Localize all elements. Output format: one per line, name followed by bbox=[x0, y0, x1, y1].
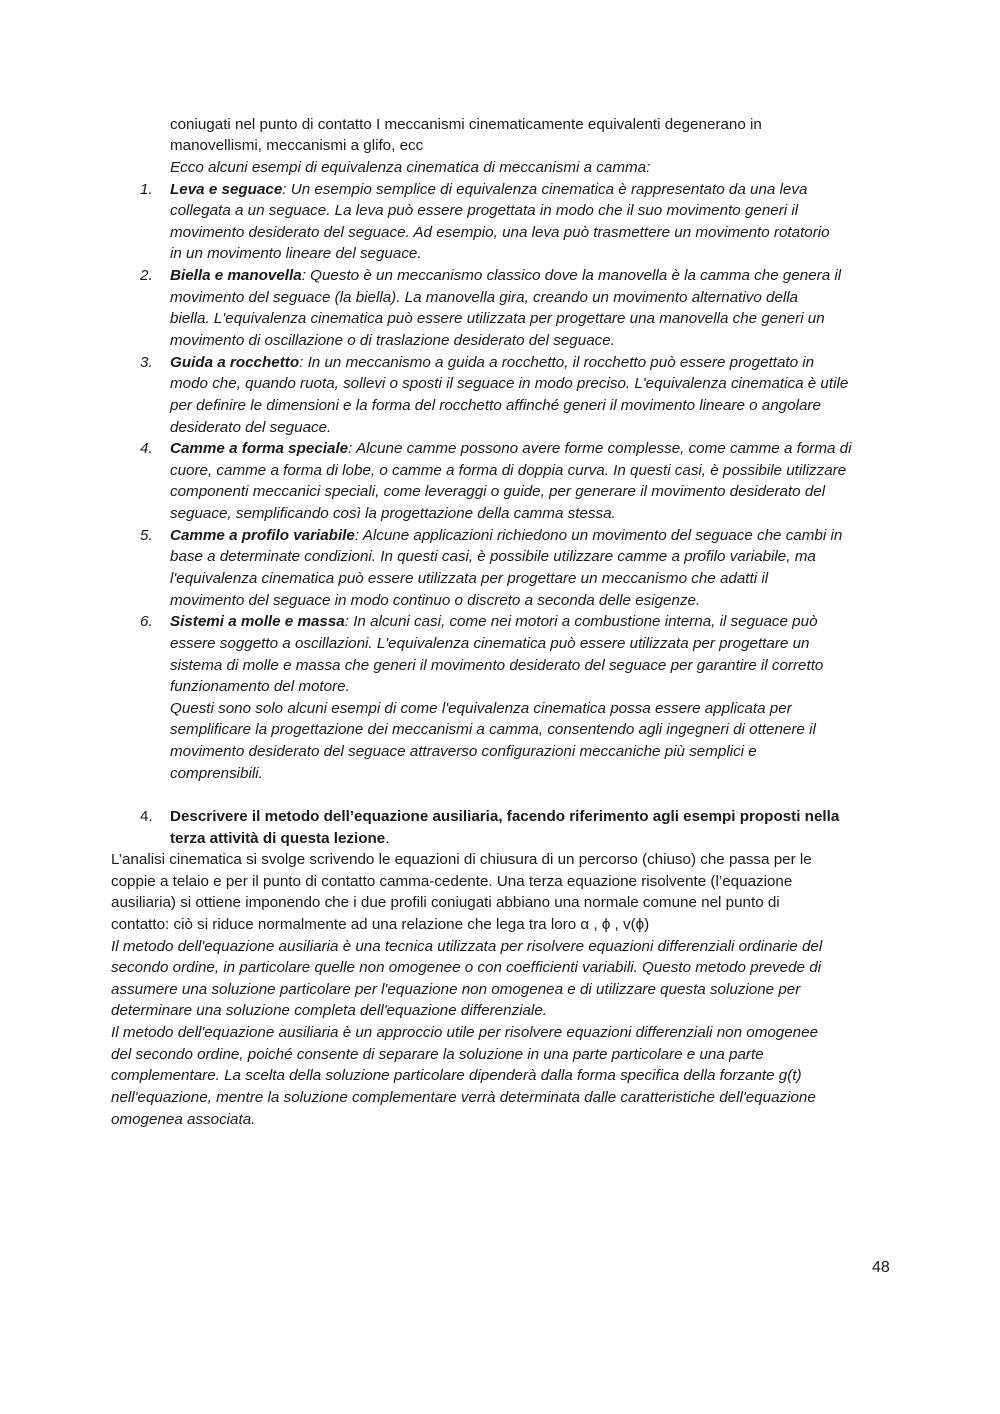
answer-line: nell'equazione, mentre la soluzione complementare verrà determinata dalle caratteristiche dell'equazione bbox=[111, 1089, 816, 1106]
list-item-line: biella. L'equivalenza cinematica può essere utilizzata per progettare una manovella che generi un bbox=[170, 310, 825, 327]
answer-line: assumere una soluzione particolare per l'equazione non omogenea e di utilizzare questa soluzione per bbox=[111, 981, 801, 998]
list-item-line: per definire le dimensioni e la forma del rocchetto affinché generi il movimento lineare o angolare bbox=[170, 397, 821, 414]
list-number: 1. bbox=[140, 181, 153, 198]
intro-line-3: Ecco alcuni esempi di equivalenza cinematica di meccanismi a camma: bbox=[170, 159, 651, 176]
list-item-line: Camme a profilo variabile: Alcune applicazioni richiedono un movimento del seguace che cambi in bbox=[170, 527, 843, 544]
answer-line: determinare una soluzione completa dell'equazione differenziale. bbox=[111, 1002, 548, 1019]
list-number: 6. bbox=[140, 613, 153, 630]
list-item-title: Sistemi a molle e massa bbox=[170, 613, 345, 630]
list-item-line: seguace, semplificando così la progettazione della camma stessa. bbox=[170, 505, 616, 522]
closing-line: semplificare la progettazione dei meccanismi a camma, consentendo agli ingegneri di ottenere il bbox=[170, 721, 816, 738]
list-number: 5. bbox=[140, 527, 153, 544]
list-number: 4. bbox=[140, 440, 153, 457]
list-item-line: cuore, camme a forma di lobe, o camme a forma di doppia curva. In questi casi, è possibile utilizzare bbox=[170, 462, 847, 479]
list-item-line: Guida a rocchetto: In un meccanismo a guida a rocchetto, il rocchetto può essere progettato in bbox=[170, 354, 815, 371]
list-item-line: collegata a un seguace. La leva può essere progettata in modo che il suo movimento generi il bbox=[170, 202, 799, 219]
list-item-line: desiderato del seguace. bbox=[170, 419, 332, 436]
question-number: 4. bbox=[140, 808, 153, 825]
list-item-line: modo che, quando ruota, sollevi o sposti il seguace in modo preciso. L'equivalenza cinematica è utile bbox=[170, 375, 849, 392]
list-item-line: l'equivalenza cinematica può essere utilizzata per progettare un meccanismo che adatti il bbox=[170, 570, 769, 587]
list-item-line: componenti meccanici speciali, come leveraggi o guide, per generare il movimento desiderato del bbox=[170, 483, 826, 500]
list-item-line: Leva e seguace: Un esempio semplice di equivalenza cinematica è rappresentato da una leva bbox=[170, 181, 808, 198]
closing-line: comprensibili. bbox=[170, 765, 263, 782]
answer-line: secondo ordine, in particolare quelle non omogenee o con coefficienti variabili. Questo metodo prevede di bbox=[111, 959, 822, 976]
list-item-line: essere soggetto a oscillazioni. L'equivalenza cinematica può essere utilizzata per progettare un bbox=[170, 635, 810, 652]
intro-line-1: coniugati nel punto di contatto I meccanismi cinematicamente equivalenti degenerano in bbox=[170, 116, 762, 133]
list-number: 3. bbox=[140, 354, 153, 371]
answer-line: contatto: ciò si riduce normalmente ad una relazione che lega tra loro α , ϕ , v(ϕ) bbox=[111, 916, 650, 933]
answer-line: L’analisi cinematica si svolge scrivendo le equazioni di chiusura di un percorso (chiuso) che passa per le bbox=[111, 851, 812, 868]
list-item-line: movimento desiderato del seguace. Ad esempio, una leva può trasmettere un movimento rotatorio bbox=[170, 224, 830, 241]
list-item-title: Camme a profilo variabile bbox=[170, 527, 355, 544]
intro-line-2: manovellismi, meccanismi a glifo, ecc bbox=[170, 137, 424, 154]
list-item-title: Guida a rocchetto bbox=[170, 354, 300, 371]
closing-line: movimento desiderato del seguace attraverso configurazioni meccaniche più semplici e bbox=[170, 743, 757, 760]
answer-line: del secondo ordine, poiché consente di separare la soluzione in una parte particolare e una parte bbox=[111, 1046, 764, 1063]
list-item-line: movimento di oscillazione o di traslazione desiderato del seguace. bbox=[170, 332, 615, 349]
list-item-line: base a determinate condizioni. In questi casi, è possibile utilizzare camme a profilo variabile, ma bbox=[170, 548, 816, 565]
page-number: 48 bbox=[872, 1259, 890, 1276]
question-line-2: terza attività di questa lezione. bbox=[170, 830, 390, 847]
list-item-line: movimento del seguace in modo continuo o discreto a seconda delle esigenze. bbox=[170, 592, 701, 609]
answer-line: omogenea associata. bbox=[111, 1111, 256, 1128]
answer-line: Il metodo dell'equazione ausiliaria è una tecnica utilizzata per risolvere equazioni differenziali ordinarie del bbox=[111, 938, 823, 955]
answer-line: coppie a telaio e per il punto di contatto camma-cedente. Una terza equazione risolvente (l’equazione bbox=[111, 873, 793, 890]
answer-line: ausiliaria) si ottiene imponendo che i due profili coniugati abbiano una normale comune nel punto di bbox=[111, 894, 780, 911]
list-item-title: Leva e seguace bbox=[170, 181, 283, 198]
list-item-line: sistema di molle e massa che generi il movimento desiderato del seguace per garantire il corretto bbox=[170, 657, 824, 674]
list-number: 2. bbox=[140, 267, 153, 284]
list-item-line: movimento del seguace (la biella). La manovella gira, creando un movimento alternativo della bbox=[170, 289, 799, 306]
closing-line: Questi sono solo alcuni esempi di come l'equivalenza cinematica possa essere applicata per bbox=[170, 700, 792, 717]
list-item-line: funzionamento del motore. bbox=[170, 678, 350, 695]
list-item-line: in un movimento lineare del seguace. bbox=[170, 245, 422, 262]
answer-line: Il metodo dell'equazione ausiliaria è un approccio utile per risolvere equazioni differenziali non omogenee bbox=[111, 1024, 819, 1041]
list-item-line: Sistemi a molle e massa: In alcuni casi, come nei motori a combustione interna, il seguace può bbox=[170, 613, 818, 630]
list-item-line: Camme a forma speciale: Alcune camme possono avere forme complesse, come camme a forma di bbox=[170, 440, 852, 457]
list-item-title: Biella e manovella bbox=[170, 267, 302, 284]
list-item-line: Biella e manovella: Questo è un meccanismo classico dove la manovella è la camma che genera il bbox=[170, 267, 842, 284]
question-line-1: Descrivere il metodo dell’equazione ausiliaria, facendo riferimento agli esempi proposti nella bbox=[170, 808, 840, 825]
answer-line: complementare. La scelta della soluzione particolare dipenderà dalla forma specifica della forzante g(t) bbox=[111, 1067, 802, 1084]
list-item-title: Camme a forma speciale bbox=[170, 440, 349, 457]
